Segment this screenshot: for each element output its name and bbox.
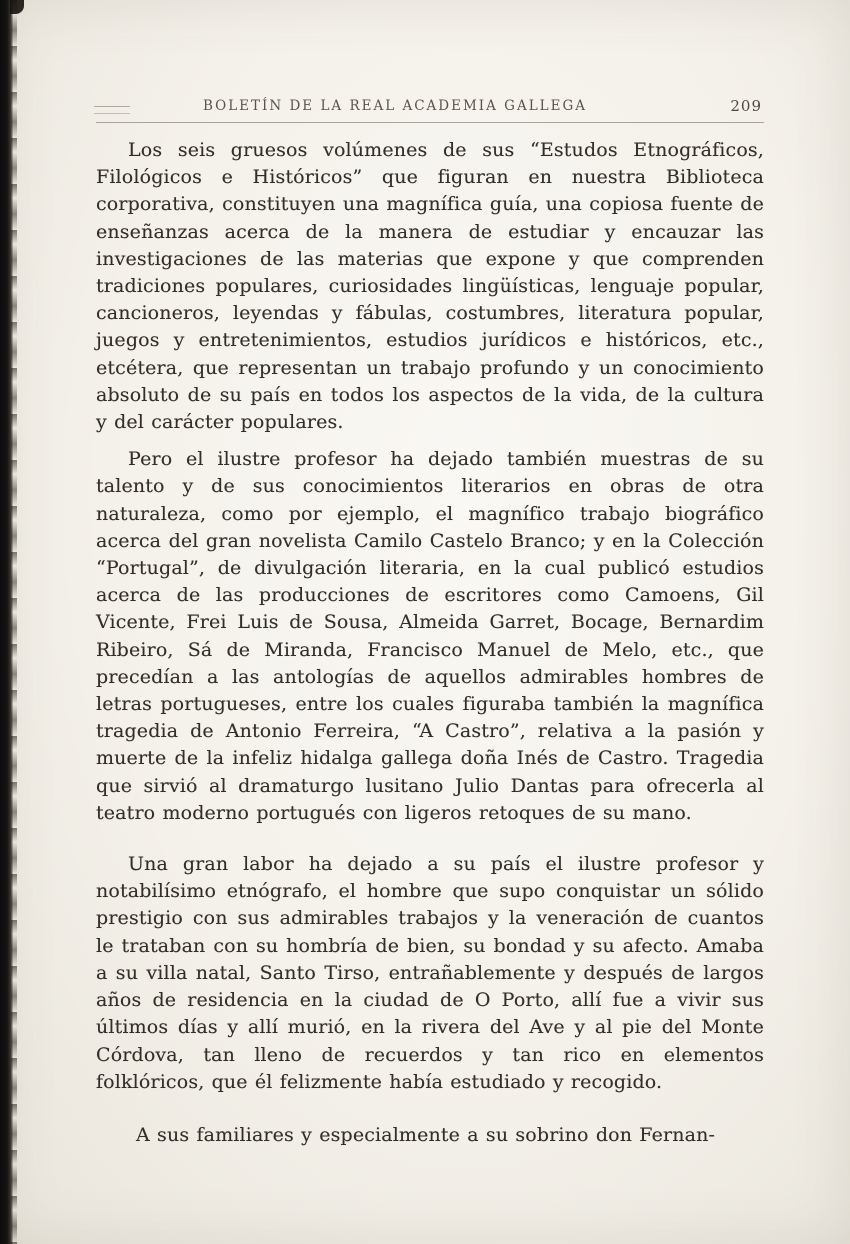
running-header [96,96,764,123]
body-text-column [96,137,764,1149]
book-binding-edge [0,0,13,1244]
scan-corner-smudge [10,0,24,14]
journal-title: BOLETÍN DE LA REAL ACADEMIA GALLEGA [202,98,588,114]
paragraph: A sus familiares y especialmente a su sobrino don Fernan- [136,1123,716,1146]
paragraph: Una gran labor ha dejado a su país el ilustre profesor y notabilísimo etnógrafo, el hombre que supo conquistar un sólido prestigio con sus admirables trabajos y la veneración de cuantos le trataban con su hombría de bien, su bondad y su afecto. Amaba a su villa natal, Santo Tirso, entrañablemente y después de largos años de residencia en la ciudad de O Porto, allí fue a vivir sus últimos días y allí murió, en la rivera del Ave y al pie del Monte Córdova, tan lleno de recuerdos y tan rico en elementos folklóricos, que él felizmente había estudiado y recogido. [96,853,764,1093]
paragraph: Pero el ilustre profesor ha dejado también muestras de su talento y de sus conocimientos literarios en obras de otra naturaleza, como por ejemplo, el magnífico trabajo biográfico acerca del gran novelista Camilo Castelo Branco; y en la Colección “Portugal”, de divulgación literaria, en la cual publicó estudios acerca de las producciones de escritores como Camoens, Gil Vicente, Frei Luis de Sousa, Almeida Garret, Bocage, Bernardim Ribeiro, Sá de Miranda, Francisco Manuel de Melo, etc., que precedían a las antologías de aquellos admirables hombres de letras portugueses, entre los cuales figuraba también la magnífica tragedia de Antonio Ferreira, “A Castro”, relativa a la pasión y muerte de la infeliz hidalga gallega doña Inés de Castro. Tragedia que sirvió al dramaturgo lusitano Julio Dantas para ofrecerla al teatro moderno portugués con ligeros retoques de su mano. [96,448,764,824]
page-number: 209 [730,97,762,115]
paragraph: Los seis gruesos volúmenes de sus “Estudos Etnográficos, Filológicos e Históricos” que figuran en nuestra Biblioteca corporativa, constituyen una magnífica guía, una copiosa fuente de enseñanzas acerca de la manera de estudiar y encauzar las investigaciones de las materias que expone y que comprenden tradiciones populares, curiosidades lingüísticas, lenguaje popular, cancioneros, leyendas y fábulas, costumbres, literatura popular, juegos y entretenimientos, estudios jurídicos e históricos, etc., etcétera, que representan un trabajo profundo y un conocimiento absoluto de su país en todos los aspectos de la vida, de la cultura y del carácter populares. [96,139,764,434]
